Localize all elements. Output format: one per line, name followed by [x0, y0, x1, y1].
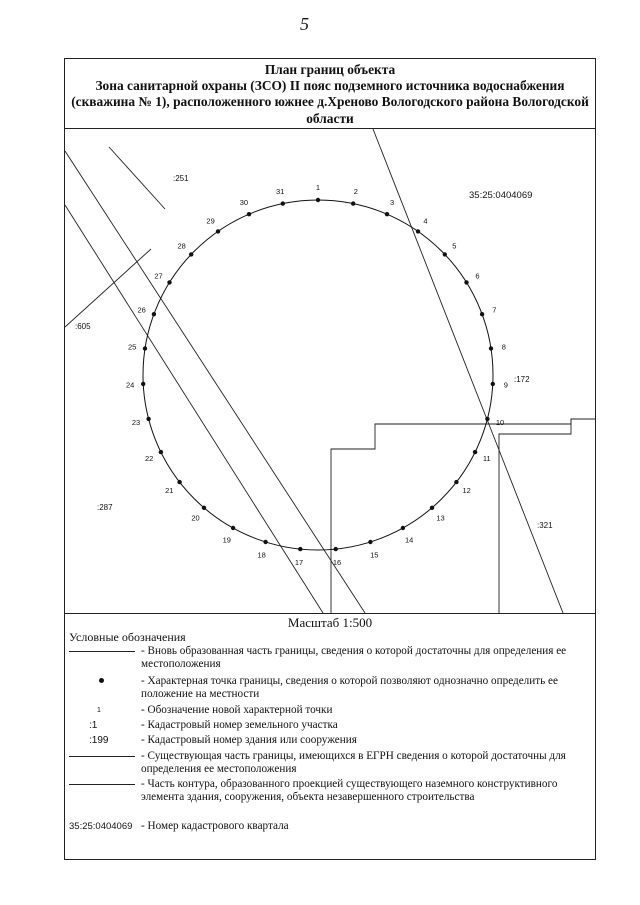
legend-row: [65, 778, 595, 820]
boundary-point: [351, 201, 355, 205]
boundary-point-label: 19: [222, 535, 231, 545]
legend-symbol-line: [65, 778, 139, 791]
boundary-point-label: 1: [315, 183, 321, 192]
parcel-boundary-605: [65, 249, 151, 327]
parcel-number-label: :287: [97, 503, 113, 512]
boundary-point-label: 7: [492, 305, 497, 315]
boundary-point: [189, 252, 193, 256]
building-contour-2: [499, 419, 571, 613]
boundary-point: [202, 506, 206, 510]
boundary-point: [298, 547, 302, 551]
boundary-point: [491, 382, 495, 386]
boundary-point-label: 29: [206, 216, 215, 226]
boundary-point-label: 13: [436, 513, 445, 523]
boundary-point: [159, 450, 163, 454]
boundary-point-label: 18: [257, 550, 266, 560]
boundary-point-label: 3: [390, 198, 395, 208]
boundary-point-label: 21: [165, 486, 174, 496]
boundary-point: [489, 346, 493, 350]
boundary-point: [443, 252, 447, 256]
legend: [65, 645, 595, 835]
boundary-point-label: 2: [353, 186, 358, 196]
legend-row: [65, 704, 595, 719]
legend-text: - Номер кадастрового квартала: [141, 820, 595, 833]
legend-row: [65, 675, 595, 704]
parcel-number-label: :172: [514, 375, 530, 384]
legend-text: - Существующая часть границы, имеющихся в ЕГРН сведения о которой достаточны для определения ее местоположения: [141, 750, 595, 776]
legend-row: [65, 645, 595, 673]
boundary-point-label: 28: [177, 241, 186, 251]
boundary-point: [473, 450, 477, 454]
boundary-point-label: 27: [154, 271, 163, 281]
boundary-point: [385, 212, 389, 216]
plan-title: План границ объекта: [264, 62, 396, 77]
legend-symbol-dot: [65, 675, 139, 688]
boundary-point: [143, 346, 147, 350]
scale-label: Масштаб 1:500: [65, 613, 595, 631]
boundary-point-label: 11: [482, 453, 491, 463]
boundary-point: [152, 312, 156, 316]
cadastral-quarter-label: 35:25:0404069: [469, 190, 533, 201]
boundary-point-label: 4: [423, 216, 428, 226]
parcel-number-label: :251: [173, 174, 189, 183]
legend-row: [65, 719, 595, 734]
boundary-point: [167, 280, 171, 284]
boundary-point: [177, 480, 181, 484]
plan-drawing: [65, 129, 595, 613]
road-edge-line-a: [65, 151, 365, 613]
boundary-point-label: 25: [128, 342, 137, 352]
boundary-point-label: 22: [145, 453, 154, 463]
boundary-point-label: 16: [332, 558, 342, 567]
legend-row: [65, 820, 595, 835]
boundary-point: [247, 212, 251, 216]
boundary-point-label: 26: [137, 305, 146, 315]
legend-symbol-line: [65, 750, 139, 763]
boundary-point: [141, 382, 145, 386]
boundary-point-label: 8: [501, 342, 506, 352]
boundary-point: [368, 540, 372, 544]
boundary-point: [401, 526, 405, 530]
boundary-point: [430, 506, 434, 510]
legend-symbol-line: [65, 645, 139, 658]
road-edge-line-c: [109, 147, 165, 209]
legend-row: [65, 734, 595, 750]
boundary-point: [281, 201, 285, 205]
legend-text: - Вновь образованная часть границы, сведения о которой достаточны для определения ее местоположения: [141, 645, 595, 671]
plan-header: [65, 59, 595, 129]
boundary-point: [316, 198, 320, 202]
legend-symbol-building-number: :199: [89, 735, 109, 746]
road-edge-line-b: [65, 205, 323, 613]
plan-frame: [64, 58, 596, 860]
legend-title: Условные обозначения: [69, 630, 186, 644]
boundary-point-label: 12: [462, 486, 471, 496]
boundary-point: [485, 417, 489, 421]
boundary-point: [416, 229, 420, 233]
boundary-point-label: 14: [405, 535, 414, 545]
boundary-plan: [65, 129, 595, 613]
parcel-boundary-long: [373, 129, 563, 613]
boundary-point-label: 6: [475, 271, 480, 281]
legend-symbol-point-number: 1: [97, 707, 101, 714]
boundary-point-label: 20: [191, 513, 200, 523]
legend-text: - Кадастровый номер здания или сооружения: [141, 734, 595, 747]
boundary-point: [334, 547, 338, 551]
boundary-point: [464, 280, 468, 284]
boundary-point: [146, 417, 150, 421]
parcel-number-label: :321: [537, 521, 553, 530]
boundary-point-label: 23: [131, 418, 141, 428]
boundary-point: [216, 229, 220, 233]
zone-boundary-circle: [143, 200, 493, 550]
legend-text: - Часть контура, образованного проекцией существующего наземного конструктивного элемента здания, сооружения, объекта незавершенного строительства: [141, 778, 595, 804]
boundary-point: [263, 540, 267, 544]
legend-symbol-parcel-number: :1: [89, 720, 98, 731]
boundary-point: [454, 480, 458, 484]
parcel-number-label: :605: [75, 322, 91, 331]
boundary-point: [480, 312, 484, 316]
boundary-point-label: 30: [239, 198, 249, 208]
boundary-point: [231, 526, 235, 530]
legend-symbol-quarter-number: 35:25:0404069: [69, 821, 133, 832]
legend-row: [65, 750, 595, 778]
boundary-point-label: 24: [126, 380, 135, 390]
boundary-point-label: 31: [276, 186, 285, 196]
legend-text: - Характерная точка границы, сведения о которой позволяют однозначно определить ее положение на местности: [141, 675, 595, 701]
page-number: 5: [300, 14, 309, 34]
building-contour: [331, 419, 595, 613]
plan-subtitle: Зона санитарной охраны (ЗСО) II пояс подземного источника водоснабжения (скважина № 1), расположенного южнее д.Хреново Вологодского района Вологодской области: [71, 78, 589, 126]
boundary-point-label: 9: [503, 380, 508, 390]
boundary-point-label: 5: [452, 241, 457, 251]
legend-text: - Кадастровый номер земельного участка: [141, 719, 595, 732]
boundary-point-label: 15: [370, 550, 379, 560]
legend-text: - Обозначение новой характерной точки: [141, 704, 595, 717]
boundary-point-label: 17: [294, 558, 304, 567]
boundary-point-label: 10: [495, 418, 505, 428]
